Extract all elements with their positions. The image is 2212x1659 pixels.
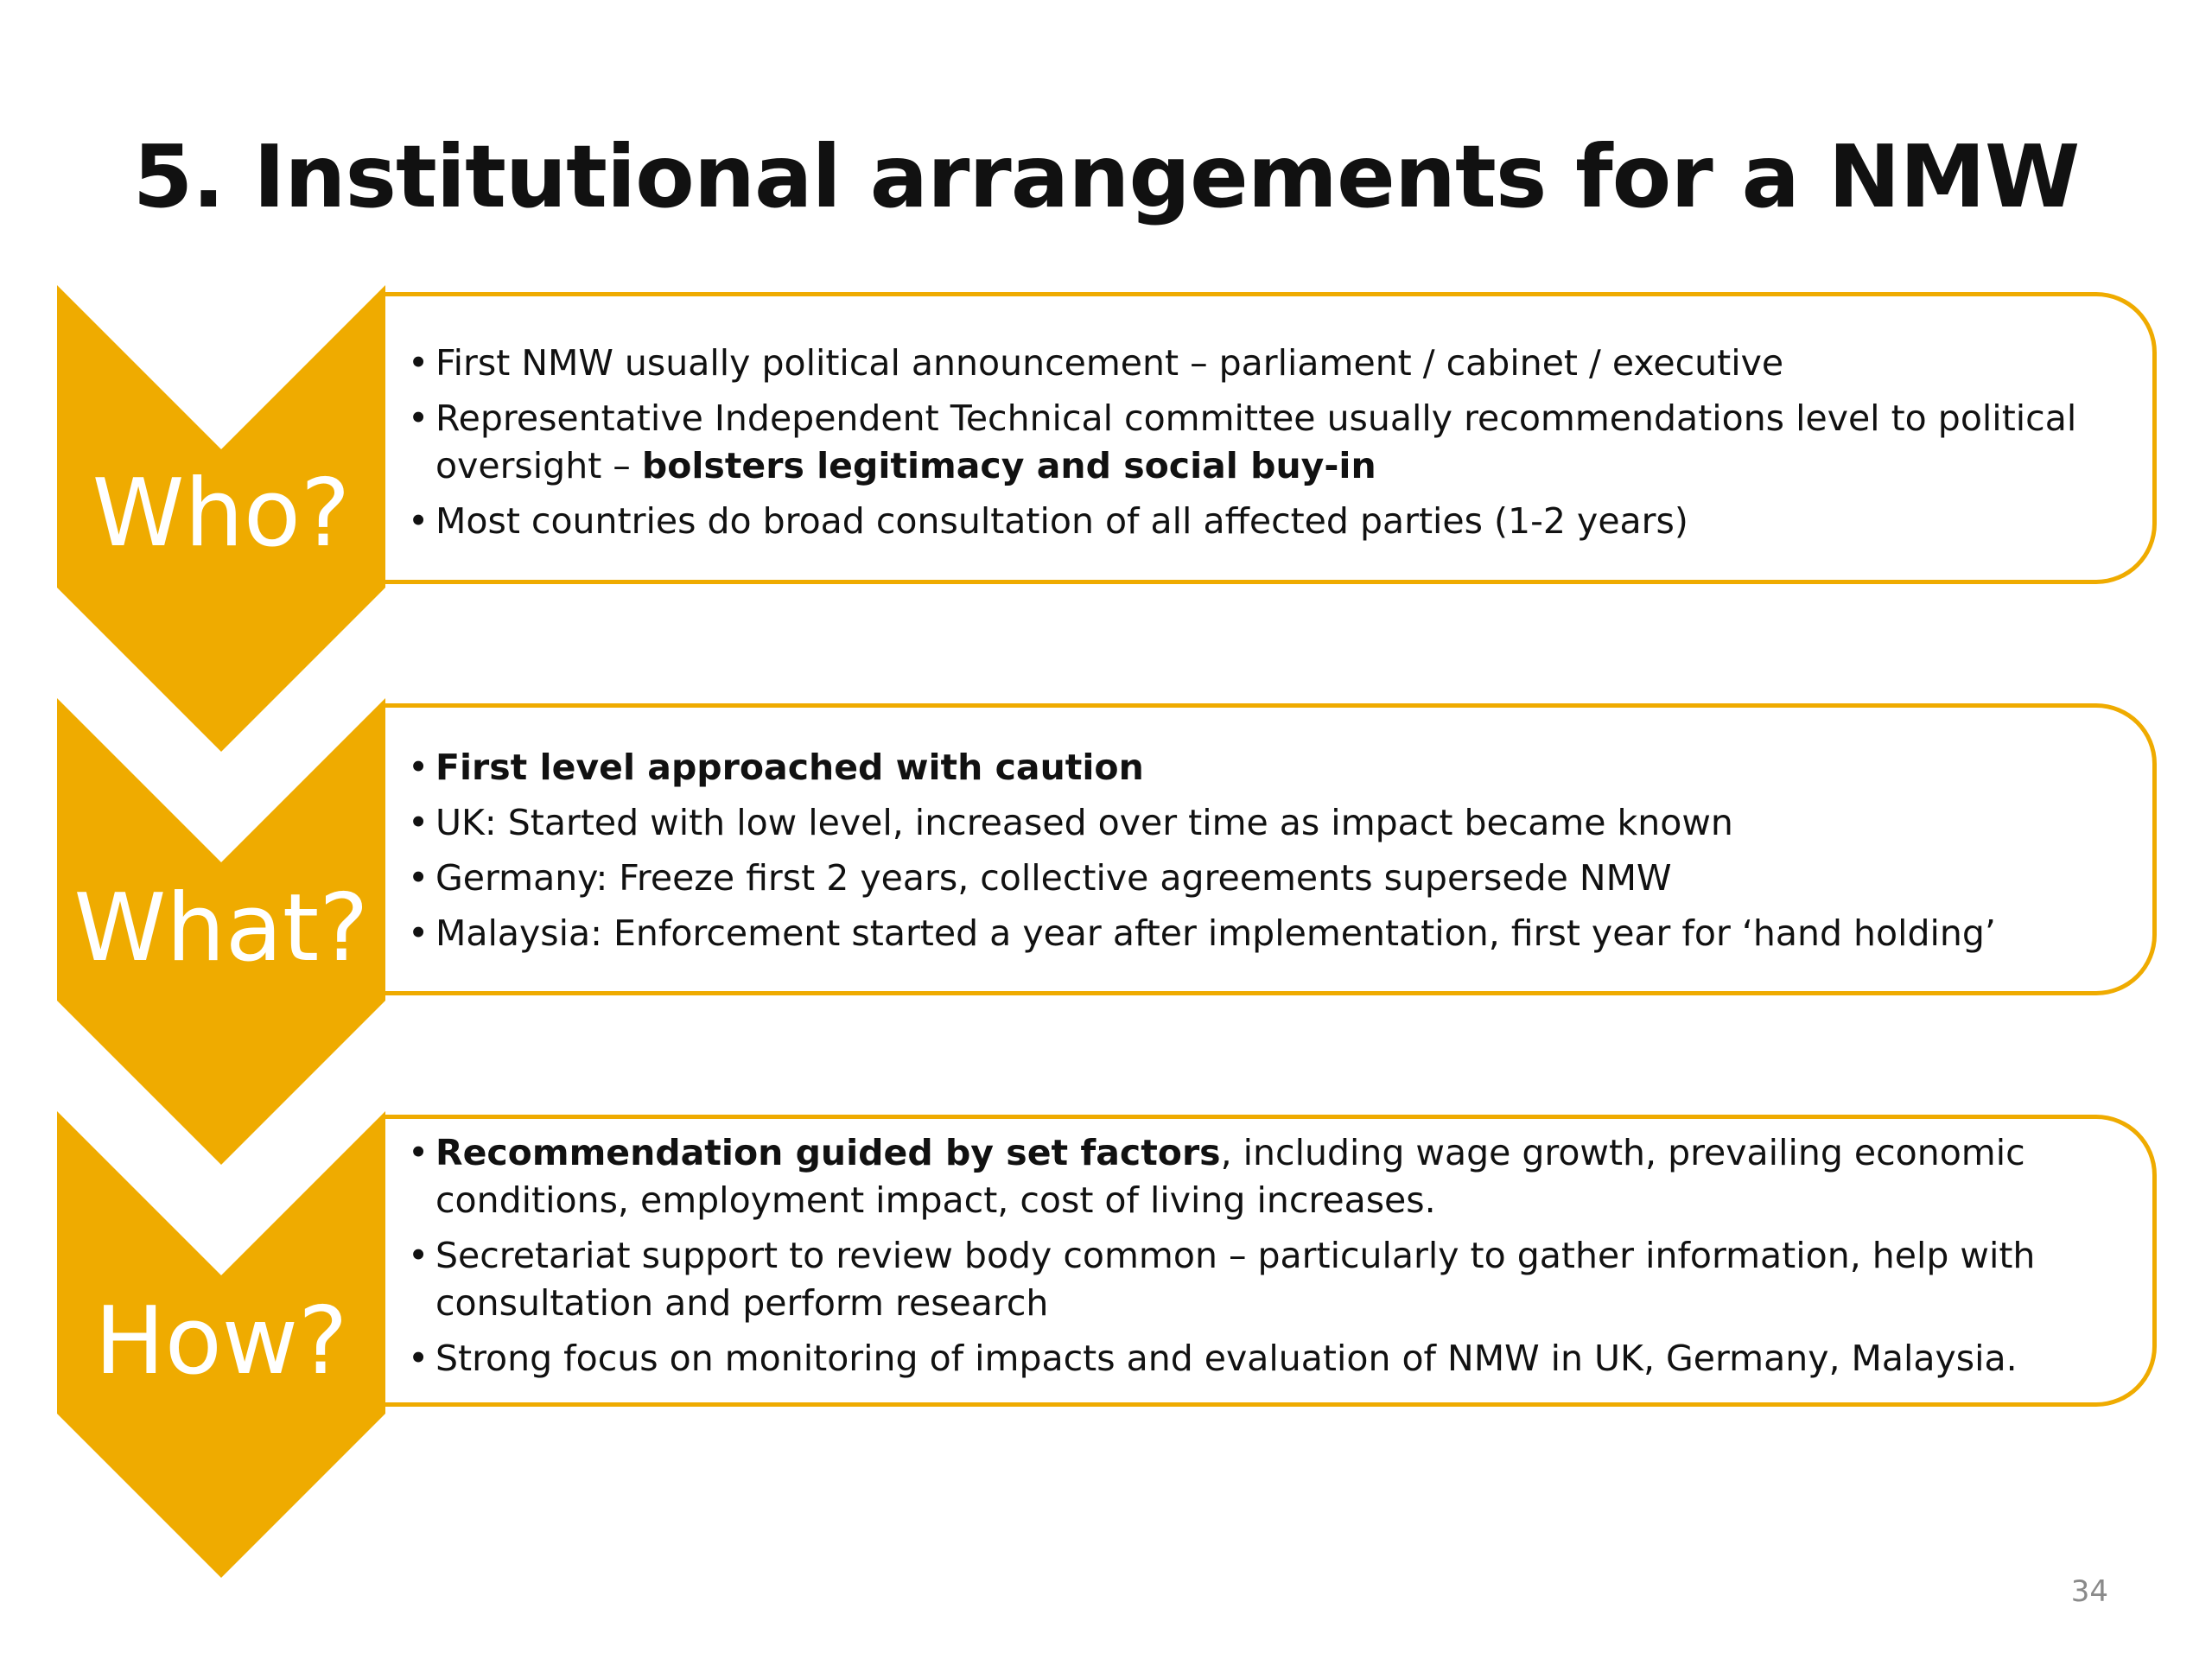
bullet-list-how bbox=[406, 1129, 2126, 1390]
chevron-label-who: Who? bbox=[92, 460, 351, 568]
bullet-item: • Germany: Freeze first 2 years, collective agreements supersede NMW bbox=[406, 855, 2126, 902]
chevron-who bbox=[57, 285, 385, 752]
chevron-label-what: What? bbox=[73, 874, 369, 982]
chevron-label-how: How? bbox=[94, 1287, 348, 1395]
bullet-item: • First level approached with caution bbox=[406, 744, 2126, 791]
bullet-item: • Secretariat support to review body common – particularly to gather information, help with consultation and perform research bbox=[406, 1232, 2126, 1327]
page-number: 34 bbox=[2070, 1574, 2108, 1609]
chevron-how bbox=[57, 1111, 385, 1578]
slide-title: 5. Institutional arrangements for a NMW bbox=[132, 126, 2080, 227]
bullet-item: • Most countries do broad consultation of all affected parties (1-2 years) bbox=[406, 498, 2126, 545]
bullet-list-what bbox=[406, 744, 2126, 965]
bullet-item: • Malaysia: Enforcement started a year after implementation, first year for ‘hand holding’ bbox=[406, 910, 2126, 957]
bullet-item: • Strong focus on monitoring of impacts and evaluation of NMW in UK, Germany, Malaysia. bbox=[406, 1335, 2126, 1382]
bullet-item: • Recommendation guided by set factors, including wage growth, prevailing economic conditions, employment impact, cost of living increases. bbox=[406, 1129, 2126, 1224]
chevron-what bbox=[57, 698, 385, 1165]
panel-how bbox=[385, 1115, 2157, 1407]
panel-who bbox=[385, 292, 2157, 584]
bullet-list-who bbox=[406, 340, 2126, 553]
bullet-item: • Representative Independent Technical committee usually recommendations level to political oversight – bolsters legitimacy and social buy-in bbox=[406, 395, 2126, 490]
bullet-item: • First NMW usually political announcement – parliament / cabinet / executive bbox=[406, 340, 2126, 387]
panel-what bbox=[385, 703, 2157, 995]
bullet-item: • UK: Started with low level, increased over time as impact became known bbox=[406, 799, 2126, 847]
